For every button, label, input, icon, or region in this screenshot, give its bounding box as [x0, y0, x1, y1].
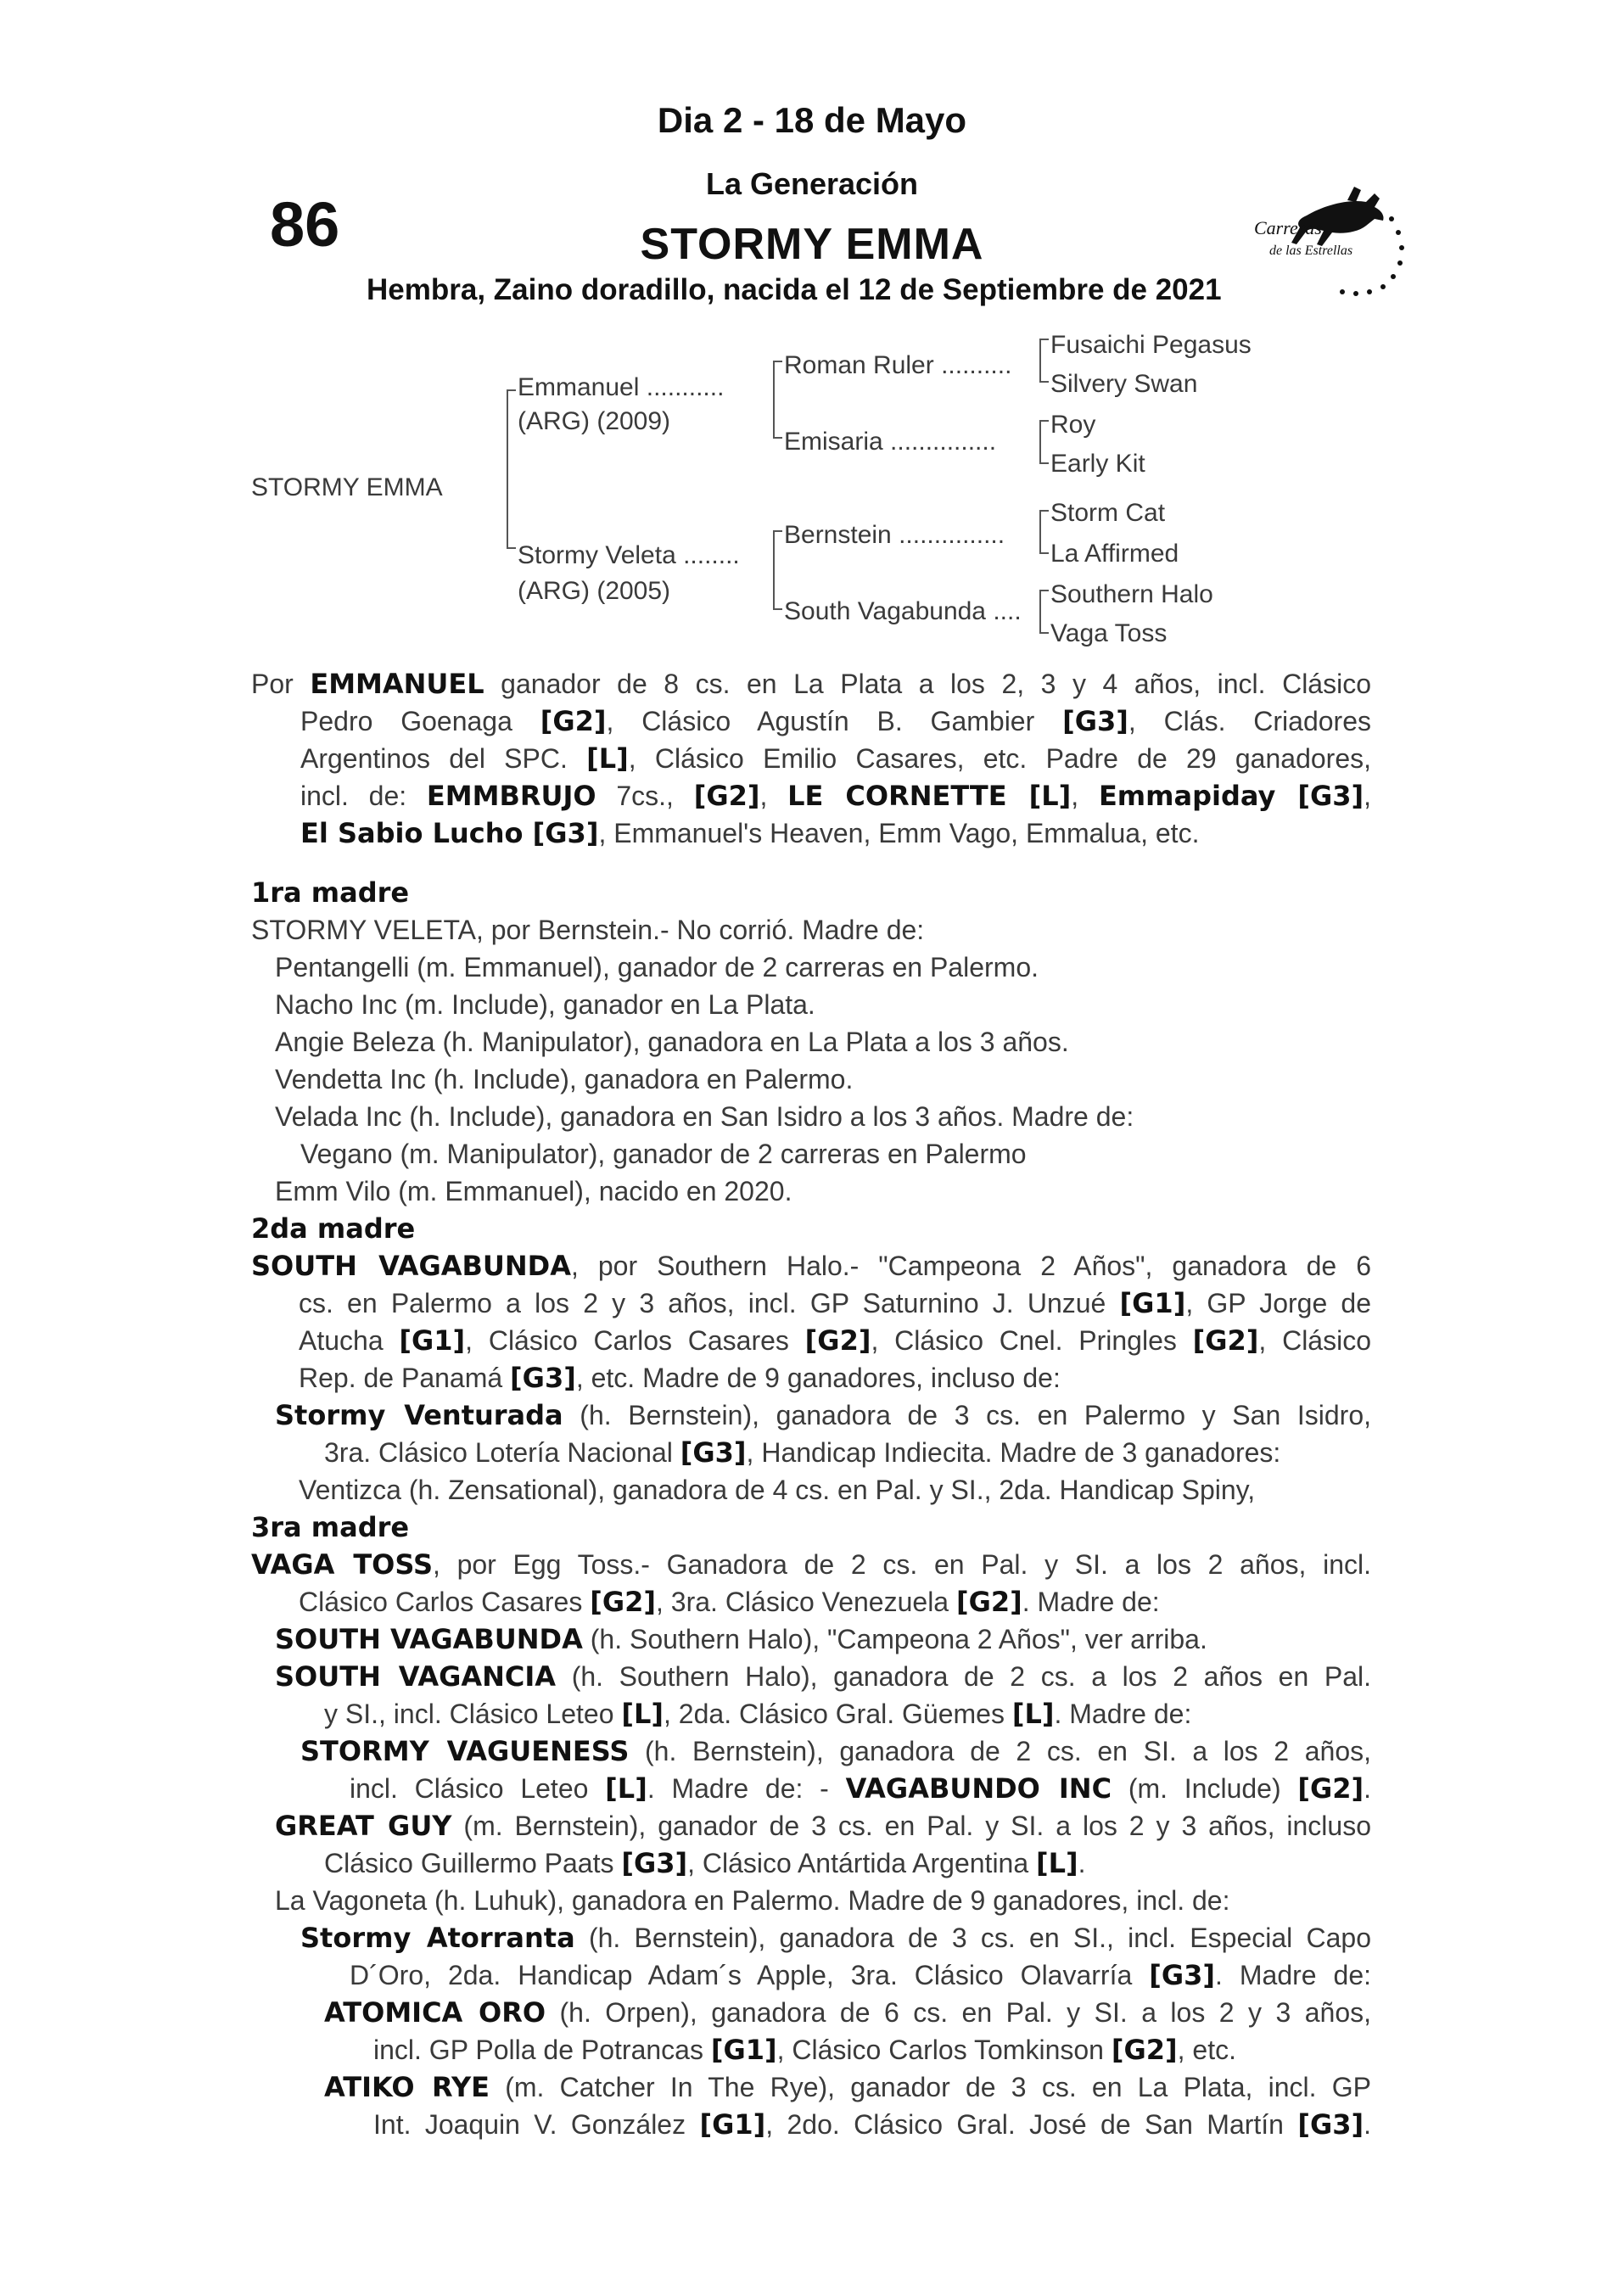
pedigree-dam: Stormy Veleta ........ [518, 541, 740, 569]
pedigree-sdd: Early Kit [1050, 450, 1145, 478]
svg-text:Carreras: Carreras [1254, 217, 1322, 238]
pedigree-subject: STORMY EMMA [251, 473, 443, 501]
pedigree-dsd: La Affirmed [1050, 540, 1179, 568]
pedigree-sds: Roy [1050, 411, 1096, 439]
horse-name: STORMY EMMA [640, 220, 984, 269]
horse-description: Hembra, Zaino doradillo, nacida el 12 de Septiembre de 2021 [367, 273, 1222, 306]
pedigree-dam-origin: (ARG) (2005) [518, 577, 671, 605]
svg-text:de las Estrellas: de las Estrellas [1269, 243, 1353, 258]
second-dam-section: 2da madre SOUTH VAGABUNDA, por Southern Halo.- "Campeona 2 Años", ganadora de 6 cs. en Palermo a los 2 y 3 años, incl. GP Saturnino J. Unzué [G1], GP Jorge de Atucha [G1], Clásico Carlos Casares [G2], Clásico Cnel. Pringles [G2], Clásico Rep. de Panamá [G3], etc. Madre de 9 ganadores, incluso de: Stormy Venturada (h. Bernstein), ganadora de 3 cs. en Palermo y San Isidro, 3ra. Clásico Lotería Nacional [G3], Handicap Indiecita. Madre de 3 ganadores: Ventizca (h. Zensational), ganadora de 4 cs. en Pal. y SI., 2da. Handicap Spiny, [251, 1210, 1371, 1509]
third-dam-heading: 3ra madre [251, 1511, 410, 1543]
first-dam-heading: 1ra madre [251, 876, 410, 909]
pedigree-sire-sire: Roman Ruler .......... [784, 351, 1012, 379]
pedigree-ssd: Silvery Swan [1050, 370, 1198, 398]
lot-number: 86 [270, 189, 340, 260]
pedigree-sire: Emmanuel ........... [518, 373, 725, 401]
first-dam-section: 1ra madre STORMY VELETA, por Bernstein.- No corrió. Madre de: Pentangelli (m. Emmanuel), ganador de 2 carreras en Palermo. Nacho Inc (m. Include), ganador en La Plata. Angie Beleza (h. Manipulator), ganadora en La Plata a los 3 años. Vendetta Inc (h. Include), ganadora en Palermo. Velada Inc (h. Include), ganadora en San Isidro a los 3 años. Madre de: Vegano (m. Manipulator), ganador de 2 carreras en Palermo Emm Vilo (m. Emmanuel), nacido en 2020. [251, 874, 1371, 1210]
pedigree-sire-origin: (ARG) (2009) [518, 407, 671, 435]
race-name: La Generación [705, 166, 919, 201]
second-dam-heading: 2da madre [251, 1212, 416, 1245]
pedigree-brackets [0, 0, 1624, 679]
third-dam-section: 3ra madre VAGA TOSS, por Egg Toss.- Ganadora de 2 cs. en Pal. y SI. a los 2 años, incl. Clásico Carlos Casares [G2], 3ra. Clásico Venezuela [G2]. Madre de: SOUTH VAGABUNDA (h. Southern Halo), "Campeona 2 Años", ver arriba. SOUTH VAGANCIA (h. Southern Halo), ganadora de 2 cs. a los 2 años en Pal. y SI., incl. Clásico Leteo [L], 2da. Clásico Gral. Güemes [L]. Madre de: STORMY VAGUENESS (h. Bernstein), ganadora de 2 cs. en SI. a los 2 años, incl. Clásico Leteo [L]. Madre de: - VAGABUNDO INC (m. Include) [G2]. GREAT GUY (m. Bernstein), ganador de 3 cs. en Pal. y SI. a los 2 y 3 años, incluso Clásico Guillermo Paats [G3], Clásico Antártida Argentina [L]. La Vagoneta (h. Luhuk), ganadora en Palermo. Madre de 9 ganadores, incl. de: Stormy Atorranta (h. Bernstein), ganadora de 3 cs. en SI., incl. Especial Capo D´Oro, 2da. Handicap Adam´s Apple, 3ra. Clásico Olavarría [G3]. Madre de: ATOMICA ORO (h. Orpen), ganadora de 6 cs. en Pal. y SI. a los 2 y 3 años, incl. GP Polla de Potrancas [G1], Clásico Carlos Tomkinson [G2], etc. ATIKO RYE (m. Catcher In The Rye), ganador de 3 cs. en La Plata, incl. GP Int. Joaquin V. González [G1], 2do. Clásico Gral. José de San Martín [G3]. [251, 1509, 1371, 2143]
pedigree-sss: Fusaichi Pegasus [1050, 331, 1252, 359]
pedigree-sire-dam: Emisaria ............... [784, 428, 997, 456]
day-title: Dia 2 - 18 de Mayo [657, 100, 967, 140]
pedigree-dam-sire: Bernstein ............... [784, 521, 1005, 549]
pedigree-dss: Storm Cat [1050, 499, 1166, 527]
pedigree-dam-dam: South Vagabunda .... [784, 597, 1022, 625]
sire-paragraph: Por EMMANUEL ganador de 8 cs. en La Plata a los 2, 3 y 4 años, incl. Clásico Pedro Goenaga [G2], Clásico Agustín B. Gambier [G3], Clás. Criadores Argentinos del SPC. [L], Clásico Emilio Casares, etc. Padre de 29 ganadores, incl. de: EMMBRUJO 7cs., [G2], LE CORNETTE [L], Emmapiday [G3], El Sabio Lucho [G3], Emmanuel's Heaven, Emm Vago, Emmalua, etc. [251, 668, 1372, 849]
pedigree-ddd: Vaga Toss [1050, 619, 1168, 647]
pedigree-dds: Southern Halo [1050, 580, 1213, 608]
